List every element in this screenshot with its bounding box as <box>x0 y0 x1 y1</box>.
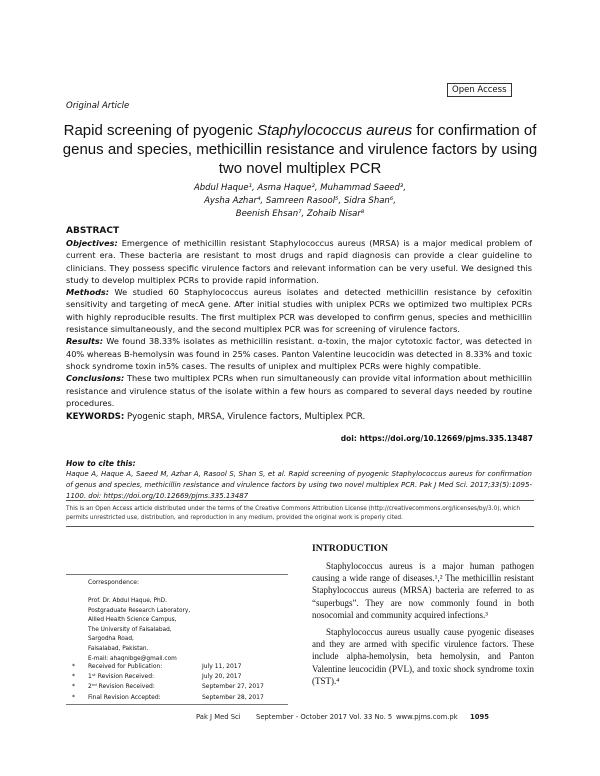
intro-paragraph: Staphylococcus aureus usually cause pyogenic diseases and they are armed with specific virulence factors. These include alpha-hemolysin, beta hemolysin, and Panton Valentine leucocidin (PVL), and toxic shock syndrome toxin (TST).⁴ <box>312 627 534 686</box>
divider <box>66 704 288 705</box>
abstract-heading: ABSTRACT <box>66 226 120 236</box>
date-row: * Final Revision Accepted: September 28, 2017 <box>72 693 264 701</box>
footer-journal: Pak J Med Sci <box>196 713 241 721</box>
open-access-badge: Open Access <box>447 83 512 97</box>
divider <box>66 574 288 576</box>
submission-dates <box>72 661 264 703</box>
article-type: Original Article <box>66 101 130 111</box>
abstract-results: Results: We found 38.33% isolates as methicillin resistant. α-toxin, the major cytotoxic factor, was detected in 40% whereas B-hemolysin was found in 25% cases. Panton Valentine leucocidin was detected in 8.33% and toxic shock syndrome toxin in5% cases. The results of uniplex and multiplex PCRs were highly compatible. <box>66 336 533 371</box>
footer-issue: September - October 2017 Vol. 33 No. 5 <box>256 713 393 721</box>
paper-title: Rapid screening of pyogenic Staphylococcus aureus for confirmation of genus and species, methicillin resistance and virulence factors by using two novel multiplex PCR <box>62 122 538 177</box>
how-to-cite-heading: How to cite this: <box>66 459 136 468</box>
divider <box>66 526 534 527</box>
abstract-conclusions: Conclusions: These two multiplex PCRs when run simultaneously can provide vital information about methicillin resistance and virulence status of the isolate within a few hours as compared to several days needed by routine procedures. <box>66 373 532 408</box>
abstract-methods: Methods: We studied 60 Staphylococcus aureus isolates and detected methicillin resistance by cefoxitin sensitivity and targeting of mecA gene. After initial studies with uniplex PCRs we optimized two multiplex PCRs with highly reproducible results. The first multiplex PCR was developed to confirm genus, species and methicillin resistance simultaneously, and the second multiplex PCR was for screening of virulence factors. <box>66 287 532 335</box>
page-number: 1095 <box>470 713 489 721</box>
abstract-objectives: Objectives: Emergence of methicillin resistant Staphylococcus aureus (MRSA) is a major medical problem of current era. These bacteria are resistant to most drugs and rapid diagnosis can provide a clear guideline to clinicians. They possess specific virulence factors and relevant information can be very useful. We designed this study to develop multiplex PCRs to provide rapid information. <box>66 238 532 285</box>
author-list: Abdul Haque¹, Asma Haque², Muhammad Saeed³, Aysha Azhar⁴, Samreen Rasool⁵, Sidra Shan⁶, Beenish Ehsan⁷, Zohaib Nisar⁸ <box>193 183 407 219</box>
footer-url[interactable]: www.pjms.com.pk <box>396 713 458 721</box>
date-row: * 1ˢᵗ Revision Received: July 20, 2017 <box>72 673 242 681</box>
correspondence-address: Prof. Dr. Abdul Haque, PhD. Postgraduate Research Laboratory, Allied Health Science Campus, The University of Faisalabad, Sargodha Road, Faisalabad, Pakistan. E-mail: ahaqnibge@gmail.com <box>88 598 191 662</box>
how-to-cite-text: Haque A, Haque A, Saeed M, Azhar A, Rasool S, Shan S, et al. Rapid screening of pyogenic Staphylococcus aureus for confirmation of genus and species, methicillin resistance and virulence factors by using two novel multiplex PCR. Pak J Med Sci. 2017;33(5):1095-1100. doi: https://doi.org/10.12669/pjms.335.13487 <box>66 470 532 500</box>
keywords: KEYWORDS: Pyogenic staph, MRSA, Virulence factors, Multiplex PCR. <box>66 412 366 422</box>
correspondence-label: Correspondence: <box>88 579 139 586</box>
intro-paragraph: Staphylococcus aureus is a major human pathogen causing a wide range of diseases.¹,² The methicillin resistant Staphylococcus aureus (MRSA) bacteria are referred to as “superbugs”. They are now commonly found in both nosocomial and community acquired infections.³ <box>312 561 534 620</box>
date-row: * Received for Publication: July 11, 2017 <box>72 662 242 670</box>
doi-link[interactable]: doi: https://doi.org/10.12669/pjms.335.13487 <box>340 434 533 443</box>
divider <box>66 500 534 501</box>
license-text: This is an Open Access article distributed under the terms of the Creative Commons Attribution License (http://creativecommons.org/licenses/by/3.0), which permits unrestricted use, distribution, and reproduction in any medium, provided the original work is properly cited. <box>66 506 521 521</box>
abstract-body <box>66 237 532 409</box>
introduction-heading: INTRODUCTION <box>312 544 389 554</box>
date-row: * 2ⁿᵈ Revision Received: September 27, 2017 <box>72 683 264 691</box>
introduction-body <box>312 560 534 692</box>
